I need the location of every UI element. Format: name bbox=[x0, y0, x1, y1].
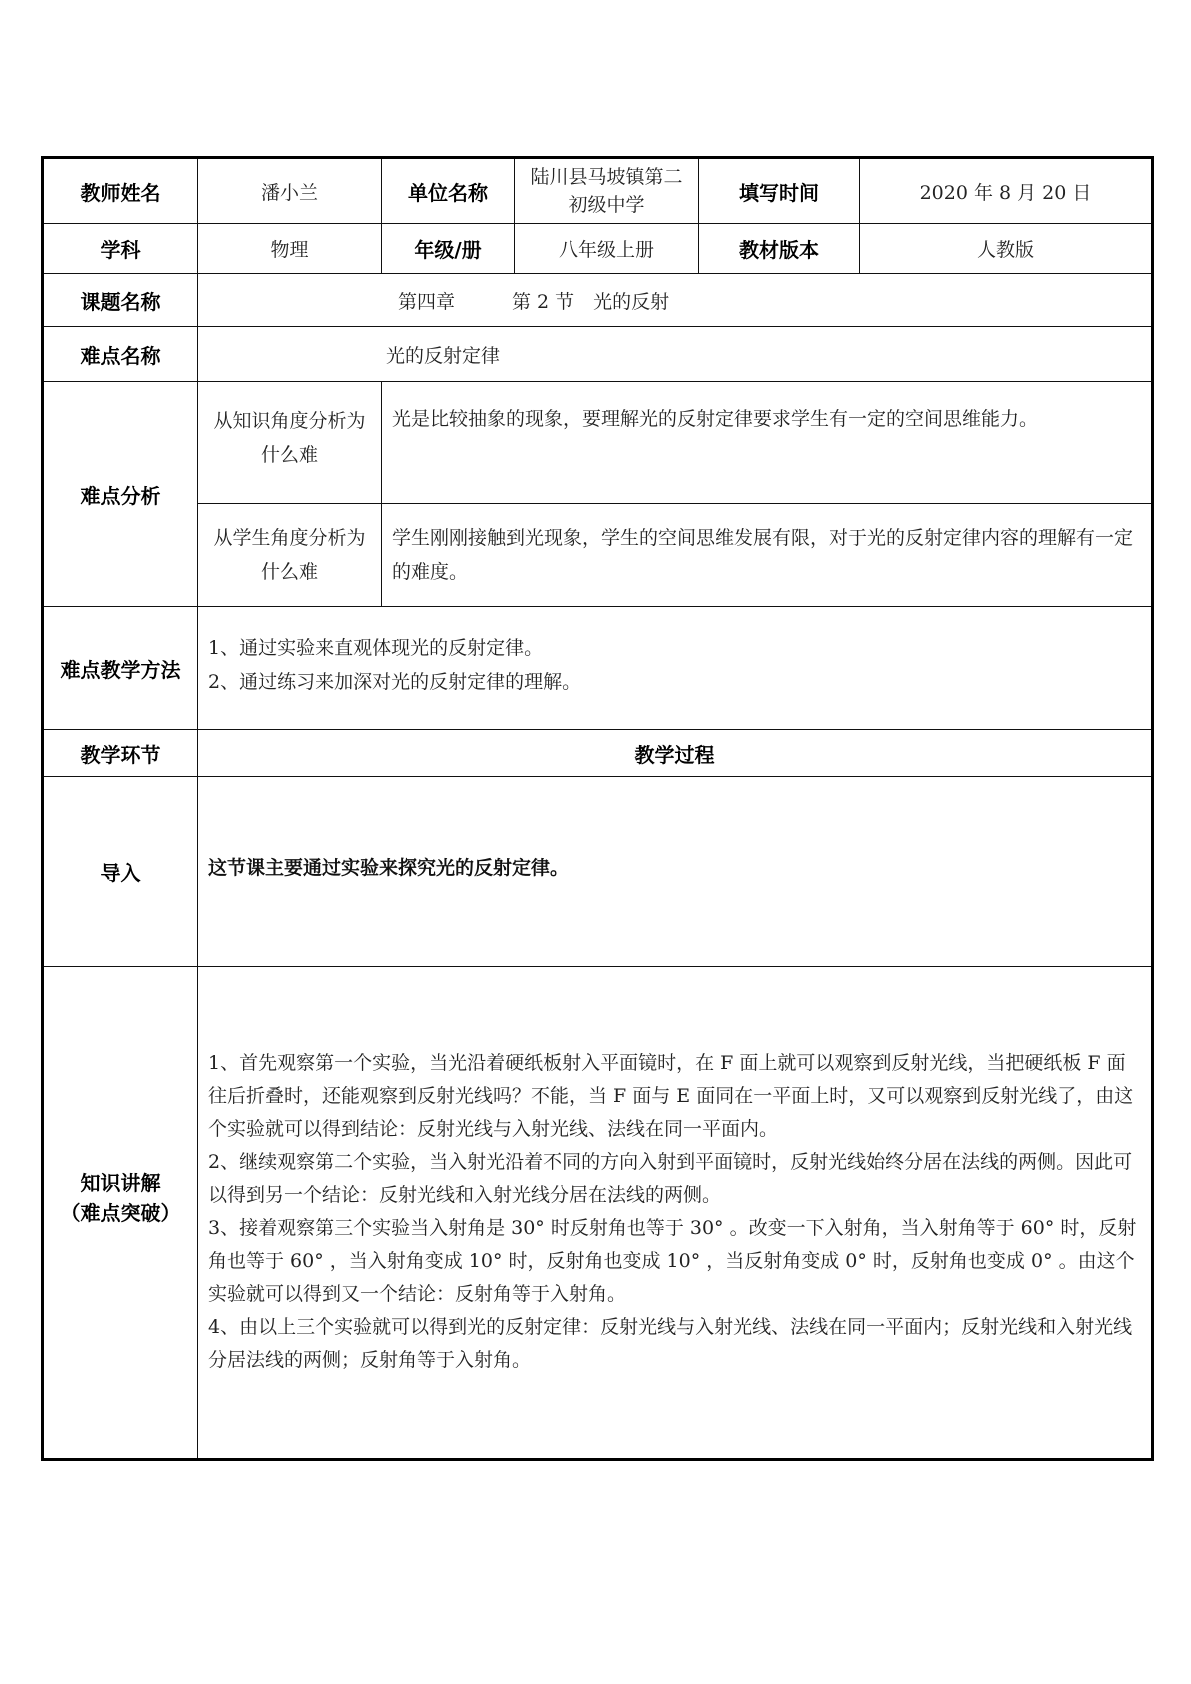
intro-row bbox=[43, 777, 1153, 967]
lesson-plan-table bbox=[41, 156, 1154, 1461]
method-item: 2、通过练习来加深对光的反射定律的理解。 bbox=[208, 671, 582, 693]
knowledge-paragraph: 4、由以上三个实验就可以得到光的反射定律：反射光线与入射光线、法线在同一平面内；反射光线和入射光线分居法线的两侧；反射角等于入射角。 bbox=[208, 1316, 1133, 1371]
fill-date-value: 2020 年 8 月 20 日 bbox=[860, 158, 1153, 224]
topic-label: 课题名称 bbox=[43, 274, 198, 327]
grade-label: 年级/册 bbox=[382, 224, 515, 274]
analysis-label: 难点分析 bbox=[43, 382, 198, 607]
methods-label: 难点教学方法 bbox=[43, 607, 198, 730]
subject-label: 学科 bbox=[43, 224, 198, 274]
difficulty-row bbox=[43, 327, 1153, 382]
knowledge-paragraph: 3、接着观察第三个实验当入射角是 30° 时反射角也等于 30° 。改变一下入射角，当入射角等于 60° 时，反射角也等于 60° ，当入射角变成 10° 时，反射角也变成 10° ，当反射角变成 0° 时，反射角也变成 0° 。由这个实验就可以得到又一个结论：反射角等于入射角。 bbox=[208, 1217, 1137, 1305]
stage-header: 教学环节 bbox=[43, 730, 198, 777]
knowledge-angle-label: 从知识角度分析为什么难 bbox=[198, 382, 382, 504]
subject-value: 物理 bbox=[198, 224, 382, 274]
process-header-row bbox=[43, 730, 1153, 777]
intro-text: 这节课主要通过实验来探究光的反射定律。 bbox=[198, 777, 1153, 967]
methods-content bbox=[198, 607, 1153, 730]
analysis-knowledge-row bbox=[43, 382, 1153, 504]
knowledge-paragraph: 1、首先观察第一个实验，当光沿着硬纸板射入平面镜时，在 F 面上就可以观察到反射光线，当把硬纸板 F 面往后折叠时，还能观察到反射光线吗？不能，当 F 面与 E 面同在一平面上时，又可以观察到反射光线了，由这个实验就可以得到结论：反射光线与入射光线、法线在同一平面内。 bbox=[208, 1052, 1134, 1140]
teacher-name-label: 教师姓名 bbox=[43, 158, 198, 224]
edition-value: 人教版 bbox=[860, 224, 1153, 274]
knowledge-paragraph: 2、继续观察第二个实验，当入射光沿着不同的方向入射到平面镜时，反射光线始终分居在法线的两侧。因此可以得到另一个结论：反射光线和入射光线分居在法线的两侧。 bbox=[208, 1151, 1133, 1206]
grade-value: 八年级上册 bbox=[515, 224, 699, 274]
knowledge-label-line1: 知识讲解 bbox=[80, 1170, 161, 1195]
knowledge-content bbox=[198, 967, 1153, 1460]
topic-row bbox=[43, 274, 1153, 327]
unit-name-value: 陆川县马坡镇第二初级中学 bbox=[515, 158, 699, 224]
analysis-student-row bbox=[43, 504, 1153, 607]
method-item: 1、通过实验来直观体现光的反射定律。 bbox=[208, 637, 544, 659]
edition-label: 教材版本 bbox=[699, 224, 860, 274]
knowledge-label-line2: （难点突破） bbox=[60, 1200, 181, 1225]
knowledge-label bbox=[43, 967, 198, 1460]
knowledge-row bbox=[43, 967, 1153, 1460]
fill-date-label: 填写时间 bbox=[699, 158, 860, 224]
teacher-name-value: 潘小兰 bbox=[198, 158, 382, 224]
header-row-1 bbox=[43, 158, 1153, 224]
difficulty-label: 难点名称 bbox=[43, 327, 198, 382]
difficulty-value: 光的反射定律 bbox=[198, 327, 1153, 382]
topic-value: 第四章 第 2 节 光的反射 bbox=[198, 274, 1153, 327]
student-angle-label: 从学生角度分析为什么难 bbox=[198, 504, 382, 607]
knowledge-angle-text: 光是比较抽象的现象，要理解光的反射定律要求学生有一定的空间思维能力。 bbox=[382, 382, 1153, 504]
header-row-2 bbox=[43, 224, 1153, 274]
process-header: 教学过程 bbox=[198, 730, 1153, 777]
lesson-plan-page bbox=[41, 156, 1151, 1461]
intro-label: 导入 bbox=[43, 777, 198, 967]
methods-row bbox=[43, 607, 1153, 730]
student-angle-text: 学生刚刚接触到光现象，学生的空间思维发展有限，对于光的反射定律内容的理解有一定的难度。 bbox=[382, 504, 1153, 607]
unit-name-label: 单位名称 bbox=[382, 158, 515, 224]
